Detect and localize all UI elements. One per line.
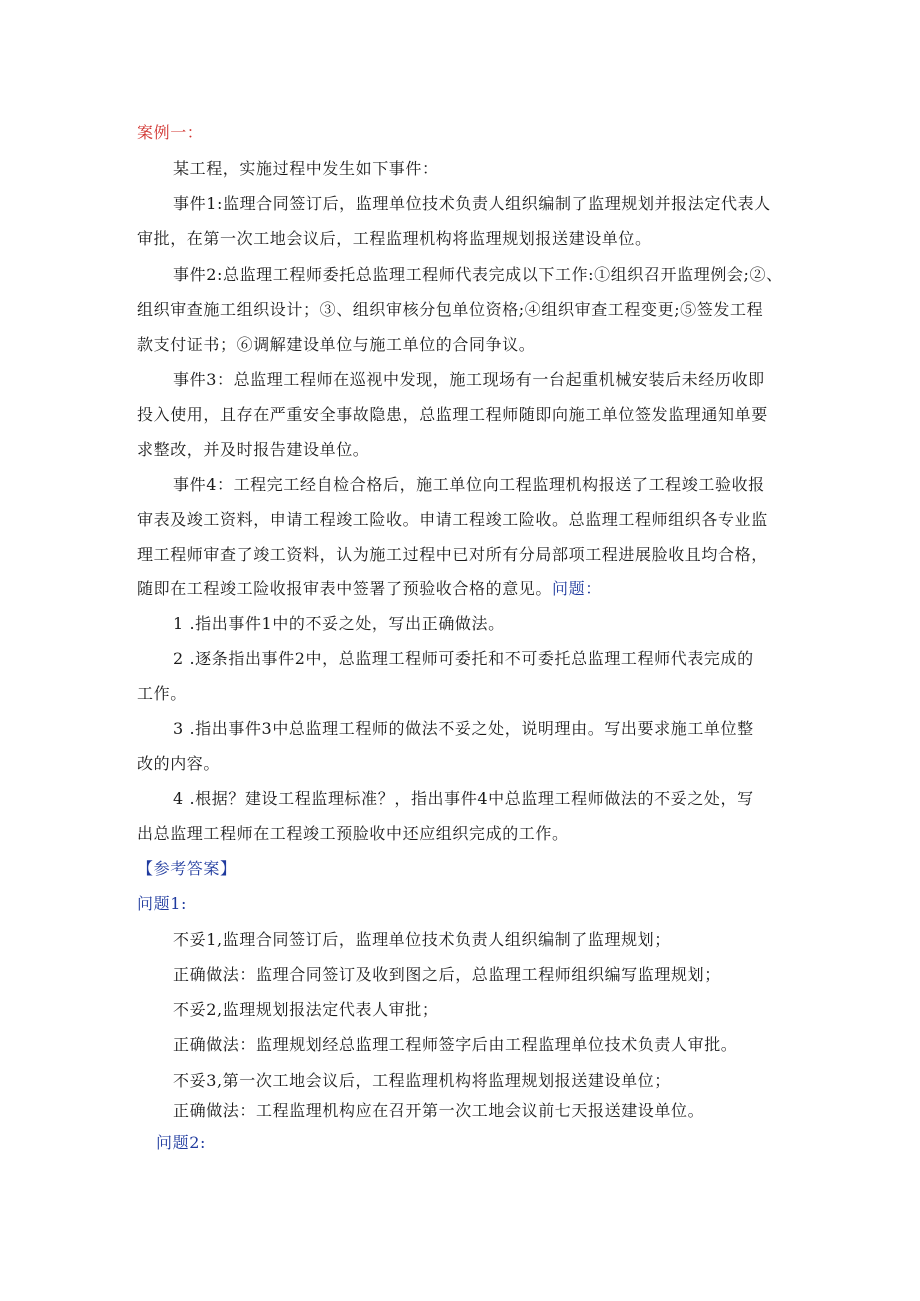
question-3-line-1: 3 .指出事件3中总监理工程师的做法不妥之处，说明理由。写出要求施工单位整	[173, 719, 754, 738]
event4-line-3: 理工程师审查了竣工资料，认为施工过程中已对所有分局部项工程进展脸收且均合格，	[137, 545, 768, 564]
case-intro: 某工程，实施过程中发生如下事件：	[173, 159, 439, 178]
event4-line-2: 审表及竣工资料，申请工程竣工险收。申请工程竣工险收。总监理工程师组织各专业监	[137, 510, 768, 529]
event3-line-1: 事件3：总监理工程师在巡视中发现，施工现场有一台起重机械安装后未经历收即	[173, 370, 765, 389]
question-3-line-2: 改的内容。	[137, 754, 221, 773]
event2-line-2: 组织审查施工组织设计；③、组织审核分包单位资格;④组织审查工程变更;⑤签发工程	[137, 300, 764, 319]
answer-line-2: 正确做法：监理合同签订及收到图之后，总监理工程师组织编写监理规划；	[173, 965, 721, 984]
answer-line-4: 正确做法：监理规划经总监理工程师签字后由工程监理单位技术负责人审批。	[173, 1035, 738, 1054]
answer-heading: 【参考答案】	[137, 859, 237, 878]
event3-line-2: 投入使用，且存在严重安全事故隐患，总监理工程师随即向施工单位签发监理通知单要	[137, 405, 768, 424]
case-title: 案例一：	[137, 123, 204, 142]
problem-2-label: 问题2:	[156, 1133, 206, 1152]
answer-line-5: 不妥3,第一次工地会议后，工程监理机构将监理规划报送建设单位；	[173, 1071, 671, 1090]
event1-line-1: 事件1:监理合同签订后，监理单位技术负责人组织编制了监理规划并报法定代表人	[173, 194, 771, 213]
event2-line-3: 款支付证书；⑥调解建设单位与施工单位的合同争议。	[137, 335, 536, 354]
answer-line-6: 正确做法：工程监理机构应在召开第一次工地会议前七天报送建设单位。	[173, 1101, 705, 1120]
answer-line-1: 不妥1,监理合同签订后，监理单位技术负责人组织编制了监理规划；	[173, 930, 671, 949]
problem-1-label: 问题1:	[137, 894, 187, 913]
question-4-line-1: 4 .根据？建设工程监理标准？，指出事件4中总监理工程师做法的不妥之处，写	[173, 789, 754, 808]
questions-label: 问题：	[552, 579, 602, 598]
event2-line-1: 事件2:总监理工程师委托总监理工程师代表完成以下工作:①组织召开监理例会;②、	[173, 265, 783, 284]
question-1: 1 .指出事件1中的不妥之处，写出正确做法。	[173, 614, 505, 633]
event4-last-text: 随即在工程竣工险收报审表中签署了预验收合格的意见。	[137, 579, 553, 598]
event4-line-1: 事件4：工程完工经自检合格后，施工单位向工程监理机构报送了工程竣工验收报	[173, 475, 765, 494]
event4-line-4	[137, 578, 602, 600]
event1-line-2: 审批，在第一次工地会议后，工程监理机构将监理规划报送建设单位。	[137, 229, 652, 248]
answer-line-3: 不妥2,监理规划报法定代表人审批；	[173, 1000, 439, 1019]
question-2-line-1: 2 .逐条指出事件2中，总监理工程师可委托和不可委托总监理工程师代表完成的	[173, 649, 754, 668]
question-2-line-2: 工作。	[137, 684, 187, 703]
event3-line-3: 求整改，并及时报告建设单位。	[137, 440, 370, 459]
question-4-line-2: 出总监理工程师在工程竣工预脸收中还应组织完成的工作。	[137, 824, 569, 843]
